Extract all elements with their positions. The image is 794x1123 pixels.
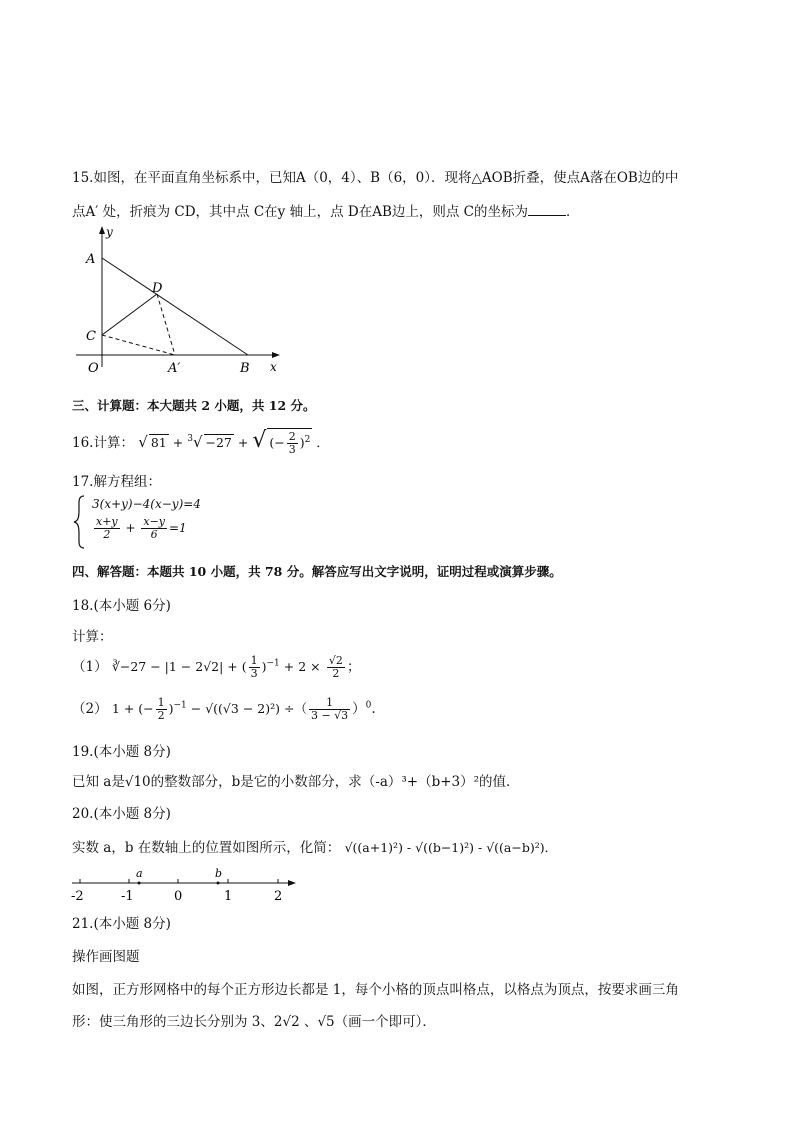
q16-plus-2: + [237, 435, 249, 450]
label-O: O [88, 361, 99, 376]
segment-AB [102, 258, 248, 355]
tick-label: 0 [174, 889, 183, 904]
q16-exponent: 2 [304, 434, 311, 445]
y-axis-arrow [99, 226, 105, 234]
segment-CD [102, 294, 157, 335]
q21-sub: 操作画图题 [72, 949, 140, 965]
q18-p2-expr-a: 1 + (− [111, 701, 154, 716]
q18-p1-label: （1） [72, 659, 108, 675]
q18-p1-exp: −1 [266, 658, 280, 669]
point-b [217, 882, 220, 885]
label-A-prime: A′ [168, 361, 181, 376]
section-4-heading: 四、解答题：本题共 10 小题，共 78 分。解答应写出文字说明，证明过程或演算步骤。 [72, 564, 562, 579]
q17-f1-den: 2 [103, 528, 111, 541]
q16-expression: √ 81 + $^3$√ −27 + √ (− $\frac{2}{3}$ )$^2$ ． [138, 428, 329, 456]
left-brace-icon [72, 494, 86, 550]
q18-p1-expr-a: ∛−27 − |1 − 2√2| + ( [111, 659, 247, 674]
label-C: C [86, 329, 96, 344]
q18-p2-paren: ） [352, 701, 366, 717]
x-axis-arrow [272, 352, 280, 358]
tick-label: 2 [274, 889, 283, 904]
q20-head: 20.(本小题 8分) [72, 806, 171, 822]
q18-p2-rparen: ) [168, 701, 174, 716]
label-a: a [136, 867, 143, 880]
q18-p2-exp0: 0 [365, 700, 372, 711]
q16-plus-1: + [172, 435, 184, 450]
q18-p2-frac2-num: 1 [309, 697, 350, 710]
section-3-heading: 三、计算题：本大题共 2 小题，共 12 分。 [72, 398, 316, 413]
segment-DA-prime [157, 294, 175, 355]
q16-cbrt-value: −27 [205, 435, 232, 450]
q16-end: ． [316, 435, 329, 450]
label-B: B [240, 361, 250, 376]
q17-f2-den: 6 [150, 528, 158, 541]
q18-part1 [72, 655, 360, 680]
q16 [72, 428, 329, 456]
label-A: A [86, 252, 96, 267]
q19-head: 19.(本小题 8分) [72, 744, 171, 760]
q15-line2 [72, 200, 580, 220]
q17-rhs: =1 [169, 521, 187, 535]
label-b: b [215, 867, 223, 880]
q20-text: 实数 a，b 在数轴上的位置如图所示，化简： [72, 840, 341, 856]
q17-eq2 [92, 516, 187, 541]
label-y: y [106, 225, 113, 239]
q18-p2-frac2-den: 3 − √3 [310, 709, 349, 722]
number-line [68, 864, 300, 906]
q18-p2-label: （2） [72, 701, 108, 717]
q16-label: 16.计算： [72, 435, 134, 451]
q20-expression: √((a+1)²) - √((b−1)²) - √((a−b)²)． [344, 840, 558, 855]
q18-p1-end: ； [346, 659, 361, 675]
q17-f2-num: x−y [143, 515, 165, 528]
q18-p2-frac-den: 2 [157, 709, 165, 722]
q21-line1: 如图，正方形网格中的每个正方形边长都是 1，每个小格的顶点叫格点，以格点为顶点，按要求画三角 [72, 982, 679, 998]
q18-p2-exp: −1 [173, 700, 187, 711]
label-D: D [152, 281, 163, 296]
q17-eq1: 3(x+y)−4(x−y)=4 [92, 497, 201, 511]
q16-frac-num: 2 [288, 430, 296, 443]
q18-p1-frac-num: 1 [250, 654, 258, 667]
q18-p1-frac2-num: √2 [328, 654, 343, 667]
label-x: x [270, 360, 277, 374]
q18-p2-expr-c: − √((√3 − 2)²) ÷（ [186, 701, 307, 716]
q15-line1: 15.如图，在平面直角坐标系中，已知A（0，4）、B（6，0）．现将△AOB折叠，使点A落在OB边的中 [72, 170, 679, 186]
tick-label: -1 [121, 889, 134, 904]
q15-line2-text: 点A′ 处，折痕为 CD，其中点 C在y 轴上，点 D在AB边上，则点 C的坐标为 [72, 204, 528, 220]
q21-line2: 形：使三角形的三边长分别为 3、2√2 、√5（画一个即可）． [72, 1014, 436, 1030]
q17-label: 17.解方程组： [72, 474, 161, 490]
q18-p1-frac2-den: 2 [332, 667, 340, 680]
q15-figure [72, 222, 292, 380]
q18-head: 18.(本小题 6分) [72, 598, 171, 614]
q15-line2-end: ． [566, 204, 580, 220]
q18-p2-end: . [371, 701, 376, 717]
q21-head: 21.(本小题 8分) [72, 916, 171, 932]
q16-cube-index: 3 [187, 434, 193, 444]
number-line-arrow [288, 880, 296, 886]
q18-p2-frac-num: 1 [157, 696, 165, 709]
q20-line [72, 836, 557, 856]
q19-text: 已知 a是√10的整数部分，b是它的小数部分，求（-a）³+（b+3）²的值． [72, 774, 520, 790]
q18-p1-frac-den: 3 [250, 667, 258, 680]
tick-label: -2 [71, 889, 84, 904]
q16-rparen: ) [299, 435, 305, 450]
q16-lparen: (− [269, 435, 285, 450]
q17-f1-num: x+y [96, 515, 118, 528]
tick-label: 1 [224, 889, 233, 904]
q16-frac-den: 3 [288, 443, 296, 456]
q17-system [72, 494, 232, 552]
q16-sqrt-81: 81 [150, 435, 167, 450]
segment-CA-prime [102, 335, 175, 355]
q18-p1-rparen: ) [261, 659, 267, 674]
q17-plus: + [125, 521, 136, 535]
q18-part2 [72, 697, 376, 722]
q18-sub: 计算： [72, 629, 113, 645]
q18-p1-expr-c: + 2 × [279, 659, 321, 674]
point-a [138, 882, 141, 885]
answer-blank [528, 215, 566, 216]
